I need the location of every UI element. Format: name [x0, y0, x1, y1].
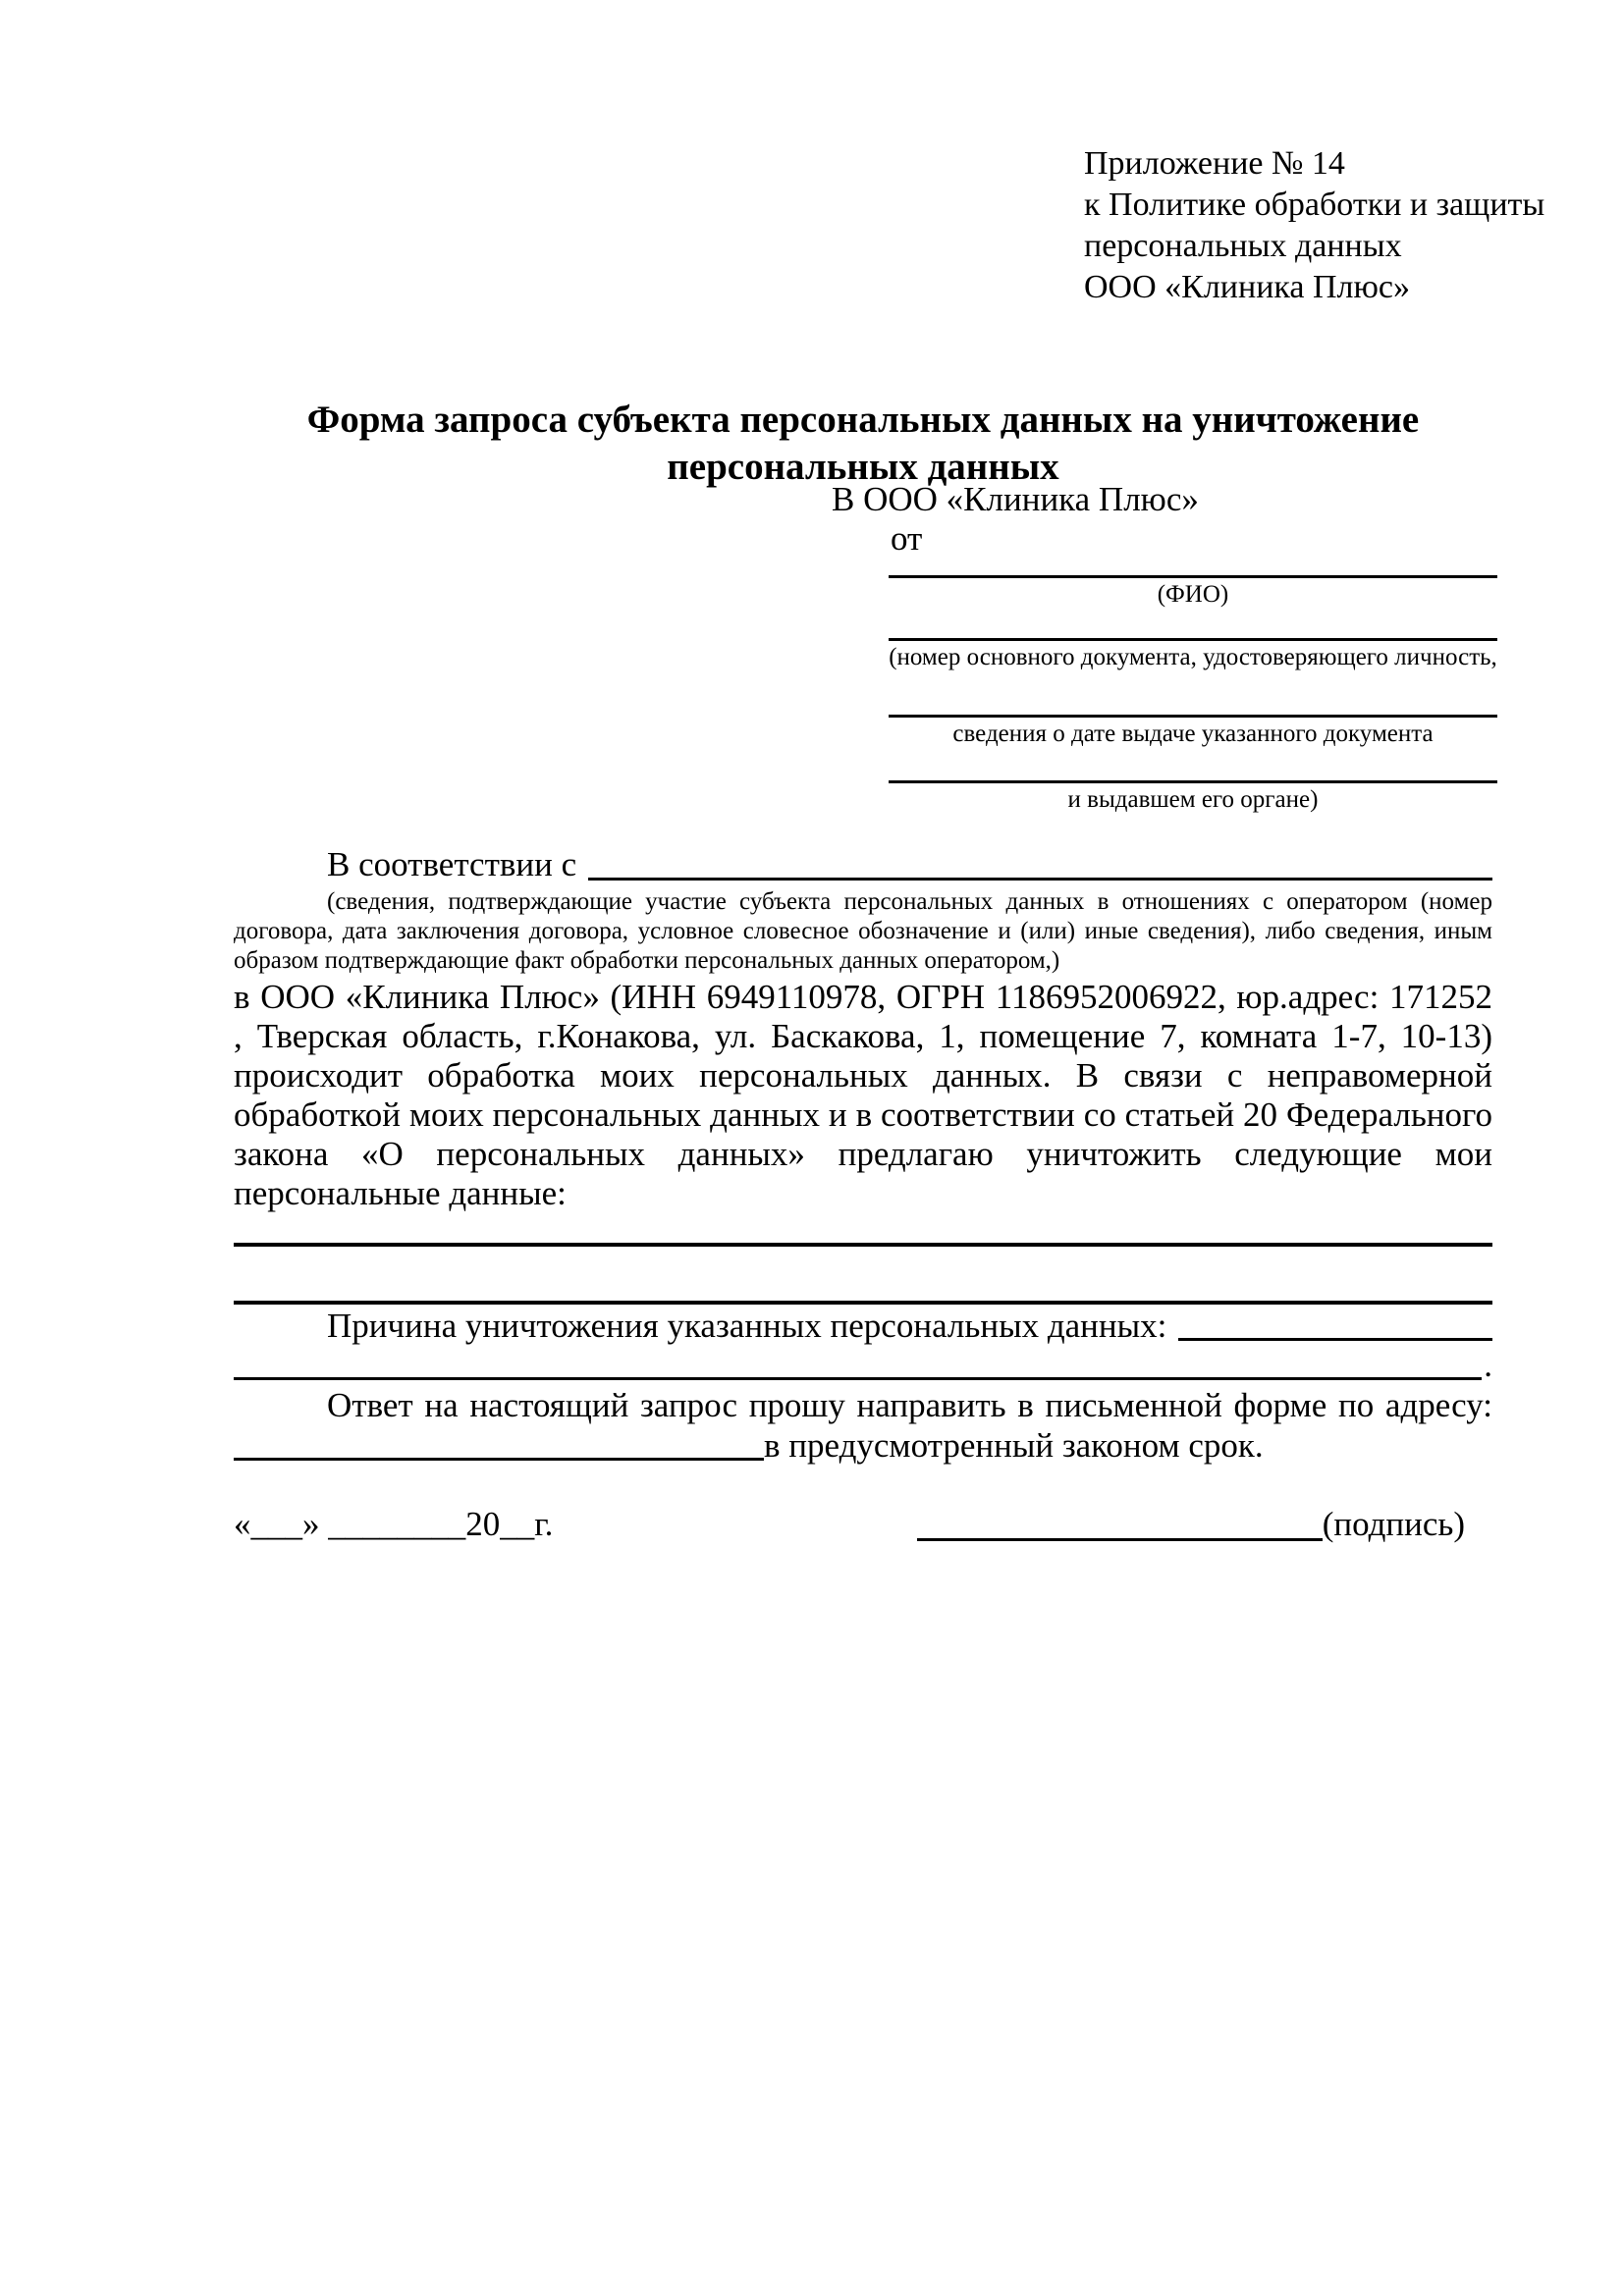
doc-number-field: [889, 638, 1497, 671]
doc-issue-date-field: [889, 715, 1497, 748]
accordance-lead: В соответствии с: [327, 845, 577, 883]
doc-issue-date-caption: сведения о дате выдаче указанного документа: [952, 721, 1434, 747]
main-text-column: [234, 844, 1492, 1546]
reason-continuation-blank-line: [234, 1377, 1482, 1380]
data-blank-line-2: [234, 1247, 1492, 1305]
identity-fields: [889, 575, 1497, 814]
reason-continuation-row: [234, 1346, 1492, 1385]
appendix-line-2: к Политике обработки и защиты: [1084, 187, 1545, 223]
term-text: в предусмотренный законом срок.: [764, 1426, 1264, 1465]
address-blank-line: [234, 1458, 764, 1461]
accordance-row: [234, 844, 1492, 885]
signature-group: [917, 1503, 1465, 1546]
appendix-line-4: ООО «Клиника Плюс»: [1084, 269, 1410, 305]
appendix-header: [1084, 143, 1544, 308]
accordance-blank-line: [588, 878, 1492, 881]
appendix-line-1: Приложение № 14: [1084, 145, 1345, 182]
reason-label: Причина уничтожения указанных персональных данных:: [327, 1307, 1167, 1345]
doc-issuer-field: [889, 780, 1497, 814]
addressee-line: В ООО «Клиника Плюс»: [832, 480, 1199, 518]
date-line: «___» ________20__г.: [234, 1505, 554, 1543]
signature-blank-line: [917, 1538, 1323, 1541]
date-signature-row: [234, 1503, 1492, 1546]
appendix-line-3: персональных данных: [1084, 228, 1402, 264]
from-label: от: [891, 519, 923, 558]
line-terminator: .: [1484, 1346, 1492, 1384]
doc-number-caption: (номер основного документа, удостоверяющего личность,: [889, 644, 1497, 670]
accordance-note: (сведения, подтверждающие участие субъекта персональных данных в отношениях с оператором (номер договора, дата заключения договора, условное словесное обозначение и (или) иные сведения), либо сведения, иным образом подтверждающие факт обработки персональных данных оператором,): [234, 888, 1492, 974]
reason-blank-line: [1178, 1338, 1492, 1341]
doc-issuer-caption: и выдавшем его органе): [1067, 786, 1319, 813]
document-title: Форма запроса субъекта персональных данных на уничтожение персональных данных: [306, 399, 1420, 488]
signature-caption: (подпись): [1322, 1505, 1465, 1543]
fio-field: [889, 575, 1497, 609]
fio-caption: (ФИО): [1157, 581, 1229, 608]
data-blank-line-1: [234, 1213, 1492, 1247]
body-paragraph: в ООО «Клиника Плюс» (ИНН 6949110978, ОГРН 1186952006922, юр.адрес: 171252 , Тверская область, г.Конакова, ул. Баскакова, 1, помещение 7, комната 1-7, 10-13) происходит обработка моих персональных данных. В связи с неправомерной обработкой моих персональных данных и в соответствии со статьей 20 Федерального закона «О персональных данных» предлагаю уничтожить следующие мои персональные данные:: [234, 978, 1492, 1212]
reason-row: [234, 1307, 1492, 1346]
answer-request-text: Ответ на настоящий запрос прошу направить в письменной форме по адресу:: [327, 1386, 1492, 1424]
term-row: [234, 1426, 1492, 1466]
